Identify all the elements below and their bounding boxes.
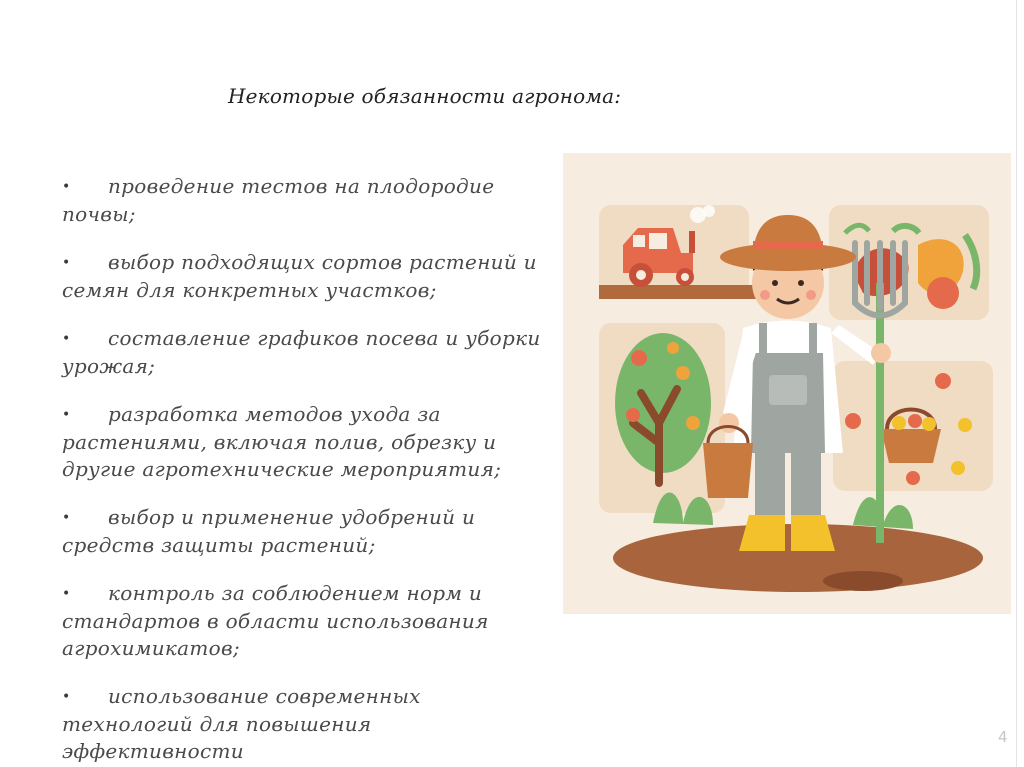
list-item: [62, 249, 552, 304]
slide-title: Некоторые обязанности агронома:: [228, 84, 622, 108]
slide-edge: [1016, 0, 1017, 767]
bullet-marker: •: [62, 510, 71, 526]
list-item: [62, 325, 552, 380]
bullet-marker: •: [62, 331, 71, 347]
bullet-text: составление графиков посева и уборки урожая;: [62, 326, 541, 378]
bullet-text: проведение тестов на плодородие почвы;: [62, 174, 495, 226]
list-item: [62, 173, 552, 228]
bullet-text: выбор и применение удобрений и средств защиты растений;: [62, 505, 476, 557]
bullet-marker: •: [62, 586, 71, 602]
bullet-marker: •: [62, 255, 71, 271]
bullet-text: разработка методов ухода за растениями, включая полив, обрезку и другие агротехнические мероприятия;: [62, 402, 502, 481]
bullet-text: использование современных технологий для повышения эффективности: [62, 684, 421, 763]
list-item: [62, 504, 552, 559]
list-item: [62, 683, 552, 765]
list-item: [62, 580, 552, 662]
bullet-text: контроль за соблюдением норм и стандартов в области использования агрохимикатов;: [62, 581, 489, 660]
farmer-illustration: [563, 153, 1011, 614]
bullet-marker: •: [62, 407, 71, 423]
list-item: [62, 401, 552, 483]
bullet-text: выбор подходящих сортов растений и семян для конкретных участков;: [62, 250, 537, 302]
bullet-marker: •: [62, 689, 71, 705]
bullet-list: [62, 173, 552, 767]
bullet-marker: •: [62, 179, 71, 195]
page-number: 4: [998, 728, 1008, 746]
